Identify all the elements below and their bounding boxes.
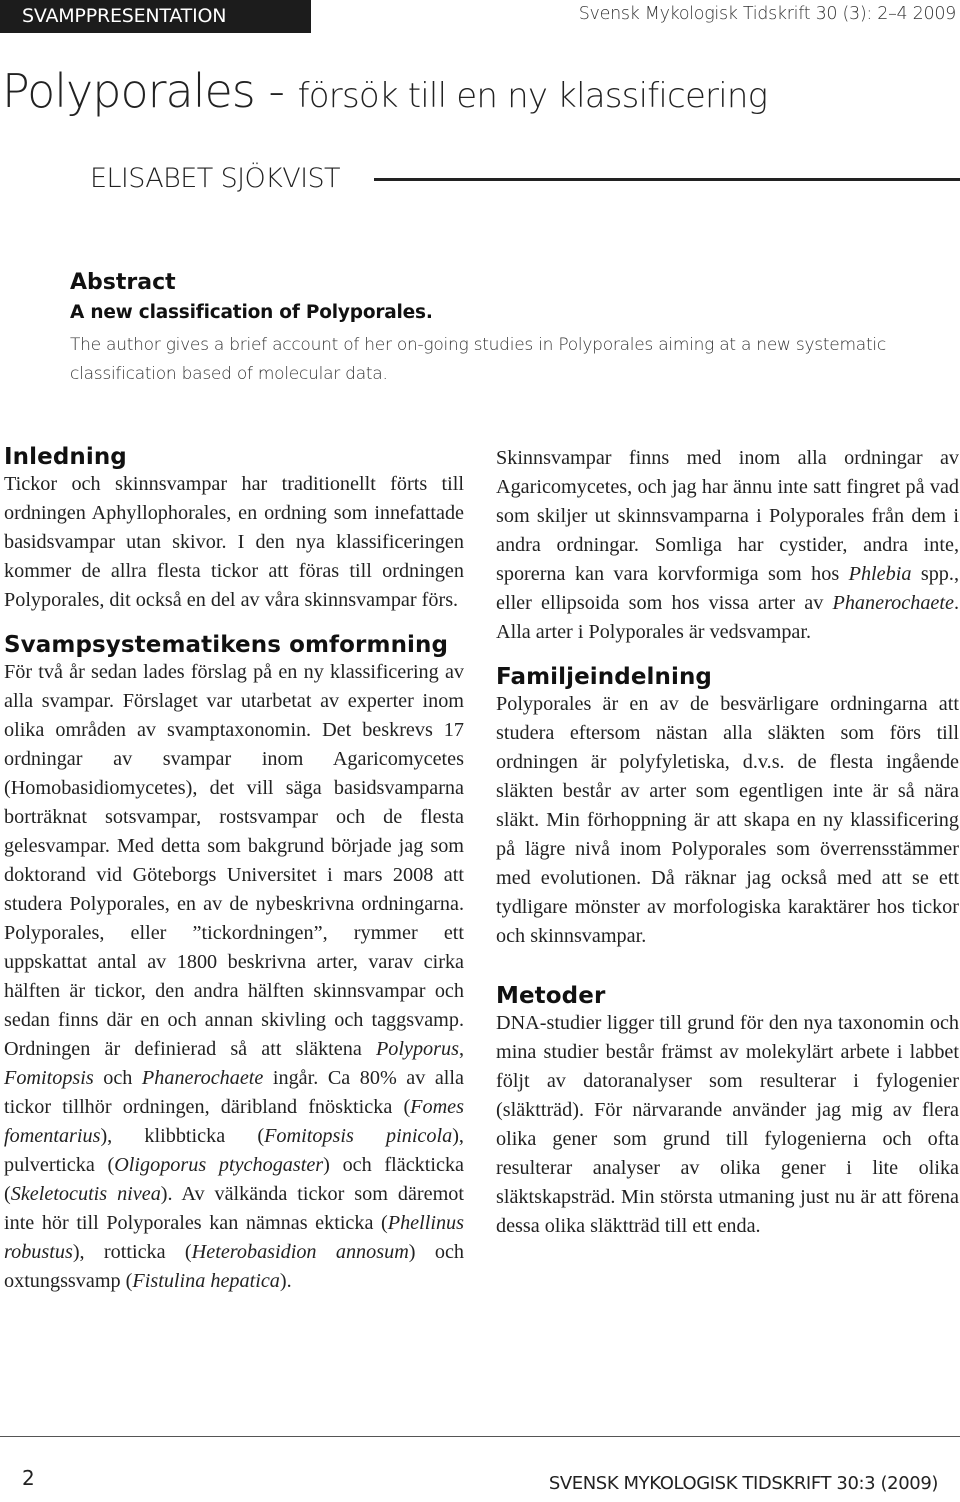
paragraph-metoder: DNA-studier ligger till grund för den nya taxonomin och mina studier består främst av molekylärt arbete i labbet följt av datoranalyser som resulterar i fylogenier (släktträd). För närvarande använder jag mig av flera olika gener som grund till fylogenierna och ofta resulterar analyser av olika gener i lite olika släktskapsträd. Min största utmaning just nu är att förena dessa olika släktträd till ett enda.: [496, 1012, 959, 1237]
heading-inledning: Inledning: [4, 444, 127, 470]
journal-reference: Svensk Mykologisk Tidskrift 30 (3): 2–4 2009: [578, 4, 956, 24]
page-number: 2: [22, 1466, 35, 1490]
paragraph-skinnsvampar: Skinnsvampar finns med inom alla ordningar av Agaricomycetes, och jag har ännu inte satt fingret på vad som skiljer ut skinnsvamparna i Polyporales från dem i andra ordningar. Somliga har cystider, andra inte, sporerna kan vara korvformiga som hos Phlebia spp., eller ellipsoida som hos vissa arter av Phanerochaete. Alla arter i Polyporales är vedsvampar.: [496, 447, 959, 643]
title-subtitle: försök till en ny klassificering: [297, 76, 768, 116]
section-tag: SVAMPPRESENTATION: [0, 0, 311, 33]
left-column: [4, 444, 464, 1296]
abstract-subheading: A new classification of Polyporales.: [70, 302, 433, 323]
footer-rule: [0, 1436, 960, 1437]
article-title: [2, 64, 767, 118]
heading-omformning: Svampsystematikens omformning: [4, 632, 449, 658]
abstract-text: The author gives a brief account of her on-going studies in Polyporales aiming at a new systematic classification based of molecular data.: [70, 335, 886, 384]
author-name: ELISABET SJÖKVIST: [90, 163, 340, 194]
footer-journal: SVENSK MYKOLOGISK TIDSKRIFT 30:3 (2009): [548, 1473, 938, 1494]
abstract-heading: Abstract: [70, 270, 176, 295]
title-main: Polyporales -: [2, 64, 298, 118]
paragraph-omformning: För två år sedan lades förslag på en ny klassificering av alla svampar. Förslaget var utarbetat av experter inom olika områden av svamptaxonomin. Det beskrevs 17 ordningar av svampar inom Agaricomycetes (Homobasidiomycetes), det vill säga basidsvamparna borträknat sotsvampar, rostsvampar och de flesta gelesvampar. Med detta som bakgrund började jag som doktorand vid Göteborgs Universitet i mars 2008 att studera Polyporales, en av de nybeskrivna ordningarna. Polyporales, eller ”tickordningen”, rymmer ett uppskattat antal av 1800 beskrivna arter, varav cirka hälften är tickor, den andra hälften skinnsvampar och sedan finns där en och annan skivling och taggsvamp. Ordningen är definierad så att släktena Polyporus, Fomitopsis och Phanerochaete ingår. Ca 80% av alla tickor tillhör ordningen, däribland fnöskticka (Fomes fomentarius), klibbticka (Fomitopsis pinicola), pulverticka (Oligoporus ptychogaster) och fläckticka (Skeletocutis nivea). Av välkända tickor som däremot inte hör till Polyporales kan nämnas ekticka (Phellinus robustus), rotticka (Heterobasidion annosum) och oxtungssvamp (Fistulina hepatica).: [4, 661, 464, 1292]
heading-metoder: Metoder: [496, 983, 606, 1009]
paragraph-familjeindelning: Polyporales är en av de besvärligare ordningarna att studera eftersom nästan alla släkten som förs till ordningen är polyfyletiska, d.v.s. de flesta ingående släkten består av arter som egentligen inte är så nära släkt. Min förhoppning är att skapa en ny klassificering på lägre nivå inom Polyporales som överrensstämmer med evolutionen. Då räknar jag också med att se ett tydligare mönster av morfologiska karaktärer hos tickor och skinnsvampar.: [496, 693, 959, 947]
right-column: [496, 444, 959, 1241]
heading-familjeindelning: Familjeindelning: [496, 664, 713, 690]
paragraph-inledning: Tickor och skinnsvampar har traditionellt förts till ordningen Aphyllophorales, en ordning som innefattade basidsvampar utan skivor. I den nya klassificeringen kommer de allra flesta tickor att föras till ordningen Polyporales, dit också en del av våra skinnsvampar förs.: [4, 473, 464, 611]
author-rule: [374, 178, 960, 181]
